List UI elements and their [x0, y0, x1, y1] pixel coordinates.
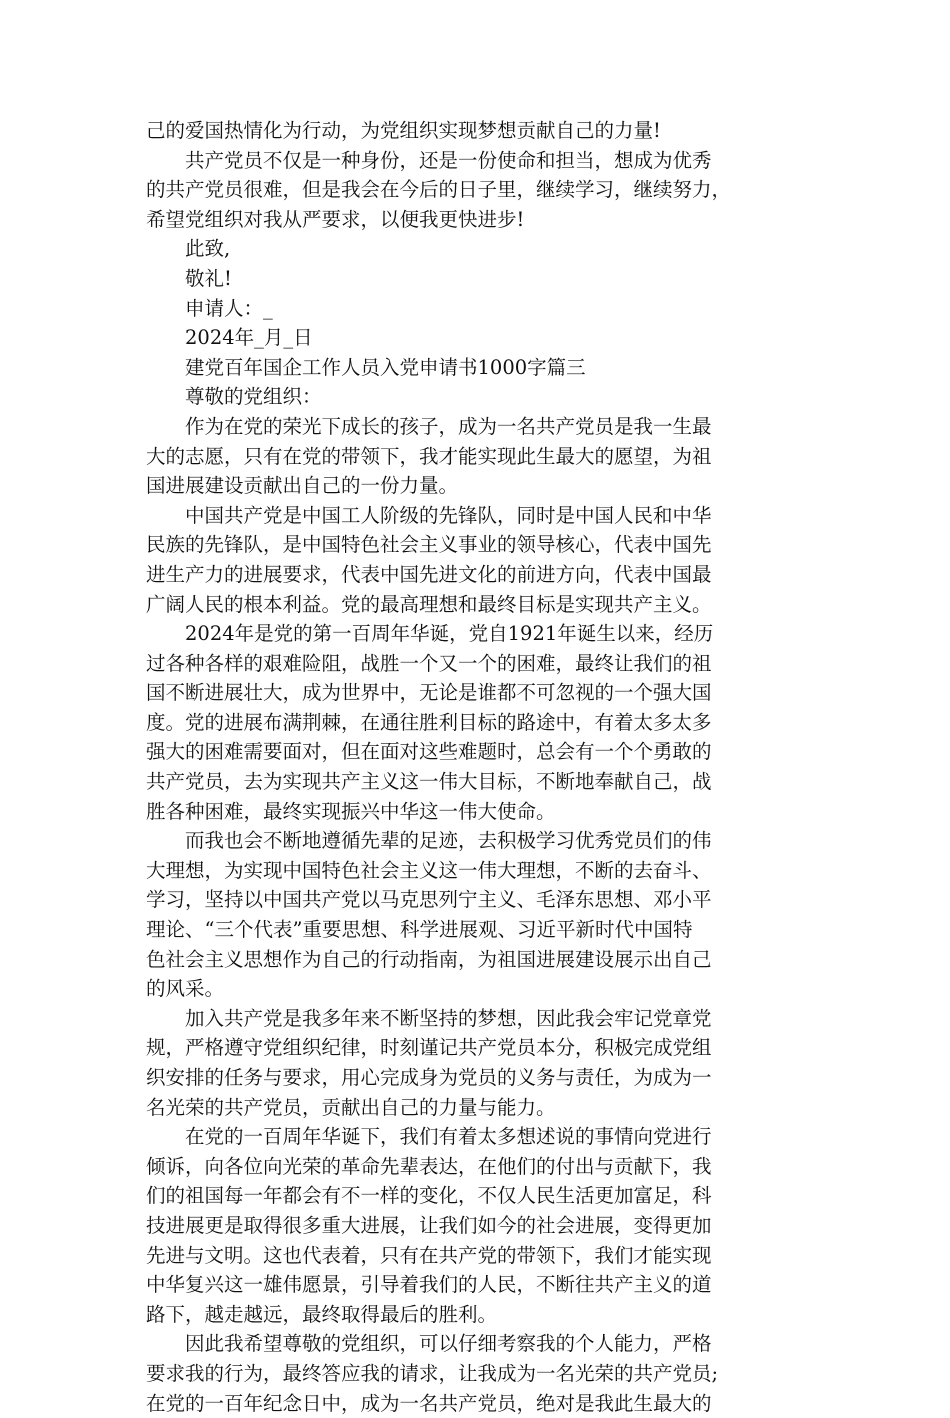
paragraph-follow-predecessors: 而我也会不断地遵循先辈的足迹，去积极学习优秀党员们的伟 大理想，为实现中国特色社会主义这一伟大理想，不断的去奋斗、 学习，坚持以中国共产党以马克思列宁主义、毛泽东思想、邓小平 理论、“三个代表”重要思想、科学进展观、习近平新时代中国特 色社会主义思想作为自己的行动指南，为祖国进展建设展示出自己 的风采。: [146, 829, 712, 1001]
greeting-line: 尊敬的党组织：: [185, 385, 322, 409]
paragraph-aspiration: 作为在党的荣光下成长的孩子，成为一名共产党员是我一生最 大的志愿，只有在党的带领下，我才能实现此生最大的愿望，为祖 国进展建设贡献出自己的一份力量。: [146, 414, 712, 498]
paragraph-party-nature: 中国共产党是中国工人阶级的先锋队，同时是中国人民和中华 民族的先锋队，是中国特色社会主义事业的领导核心，代表中国先 进生产力的进展要求，代表中国先进文化的前进方向，代表中国最 广阔人民的根本利益。党的最高理想和最终目标是实现共产主义。: [146, 503, 712, 616]
document-page: [146, 116, 810, 1418]
applicant-line: 申请人：_: [185, 296, 273, 320]
section-title: 建党百年国企工作人员入党申请书1000字篇三: [185, 355, 586, 379]
closing-salutation: 此致,: [185, 237, 231, 261]
paragraph-commitment: 共产党员不仅是一种身份，还是一份使命和担当，想成为优秀 的共产党员很难，但是我会在今后的日子里，继续学习，继续努力， 希望党组织对我从严要求，以便我更快进步!: [146, 148, 732, 231]
paragraph-centenary: 2024年是党的第一百周年华诞，党自1921年诞生以来，经历 过各种各样的艰难险阻，战胜一个又一个的困难，最终让我们的祖 国不断进展壮大，成为世界中，无论是谁都不可忽视的一个强大国 度。党的进展布满荆棘，在通往胜利目标的路途中，有着太多太多 强大的困难需要面对，但在面对这些难题时，总会有一个个勇敢的 共产党员，去为实现共产主义这一伟大目标，不断地奉献自己，战 胜各种困难，最终实现振兴中华这一伟大使命。: [146, 622, 714, 823]
date-line: 2024年_月_日: [185, 326, 313, 350]
closing-respect: 敬礼!: [185, 266, 232, 290]
paragraph-centenary-gratitude: 在党的一百周年华诞下，我们有着太多想述说的事情向党进行 倾诉，向各位向光荣的革命先辈表达，在他们的付出与贡献下，我 们的祖国每一年都会有不一样的变化，不仅人民生活更加富足，科 技进展更是取得很多重大进展，让我们如今的社会进展，变得更加 先进与文明。这也代表着，只有在共产党的带领下，我们才能实现 中华复兴这一雄伟愿景，引导着我们的人民，不断往共产主义的道 路下，越走越远，最终取得最后的胜利。: [146, 1125, 712, 1326]
paragraph-request: 因此我希望尊敬的党组织，可以仔细考察我的个人能力，严格 要求我的行为，最终答应我的请求，让我成为一名光荣的共产党员; 在党的一百年纪念日中，成为一名共产党员，绝对是我此生最大的: [146, 1332, 719, 1415]
paragraph-continuation: 己的爱国热情化为行动，为党组织实现梦想贡献自己的力量!: [146, 119, 661, 142]
paragraph-join-dream: 加入共产党是我多年来不断坚持的梦想，因此我会牢记党章党 规，严格遵守党组织纪律，时刻谨记共产党员本分，积极完成党组 织安排的任务与要求，用心完成身为党员的义务与责任，为成为一 名光荣的共产党员，贡献出自己的力量与能力。: [146, 1006, 712, 1119]
